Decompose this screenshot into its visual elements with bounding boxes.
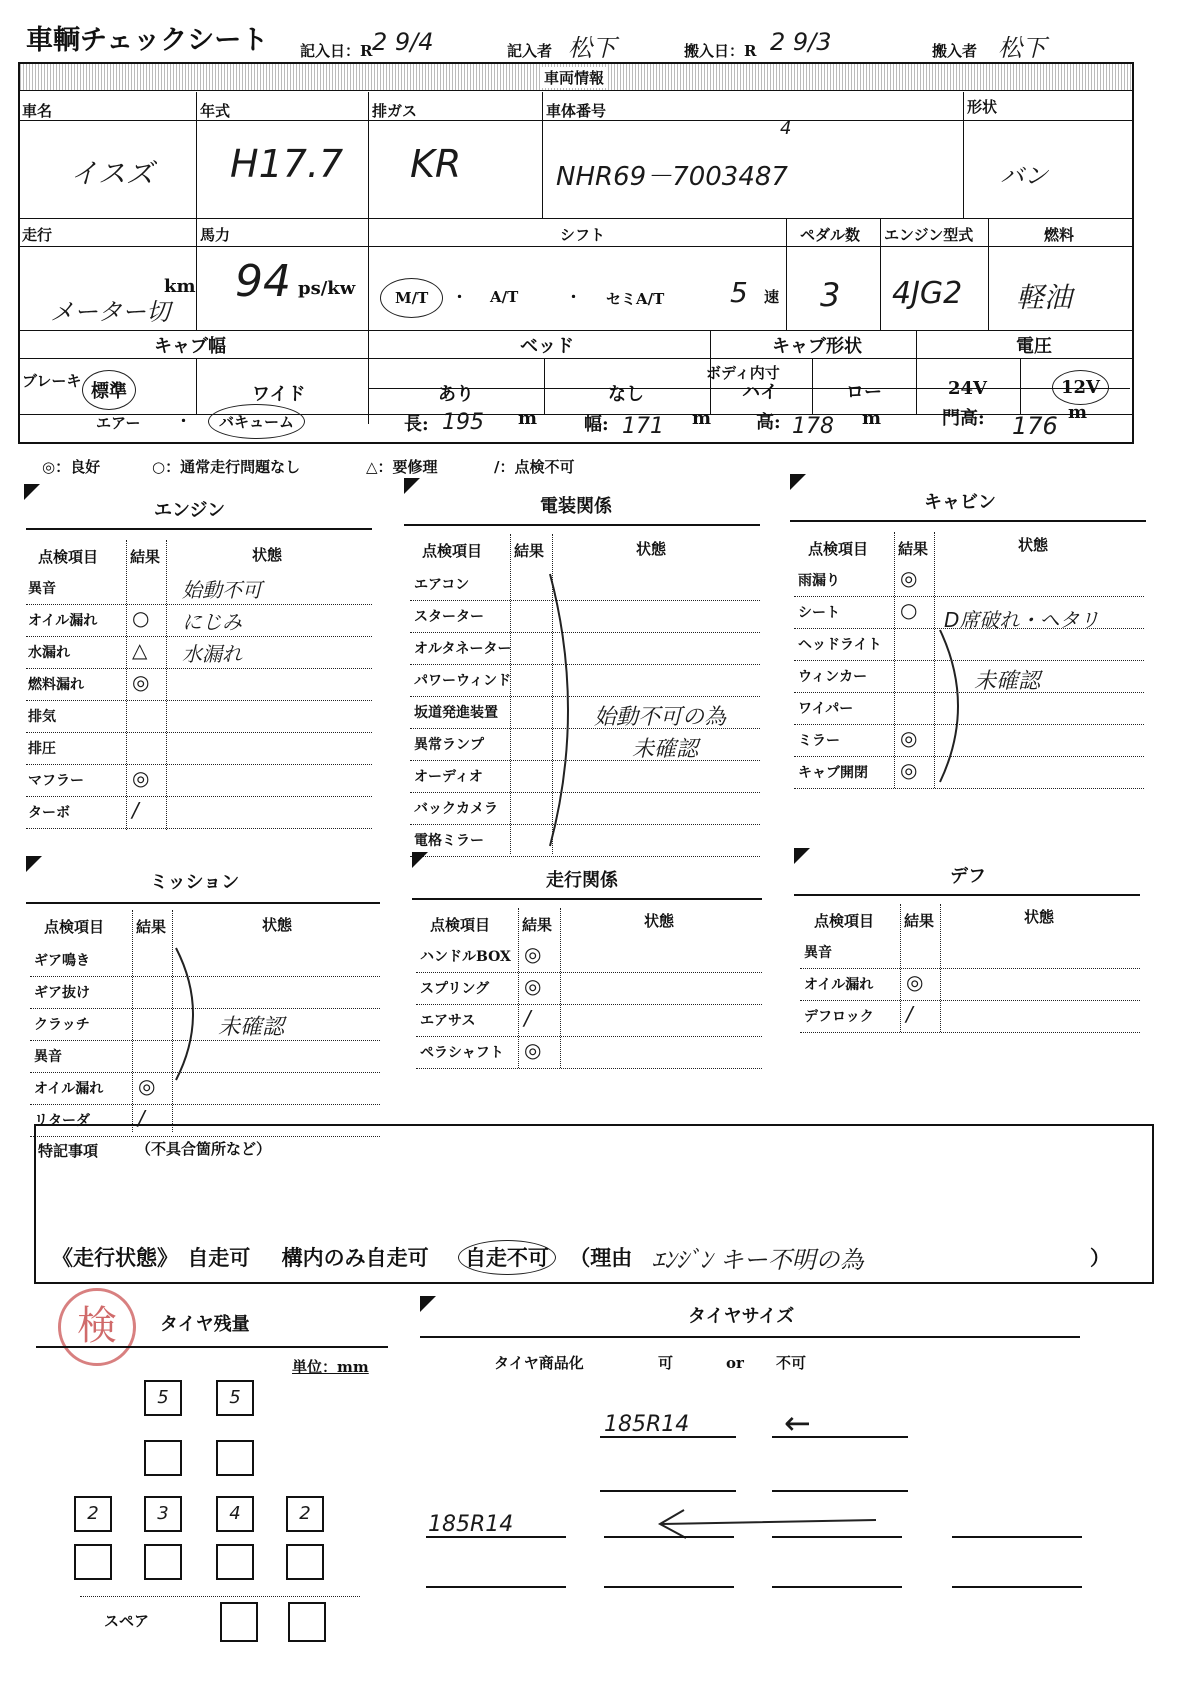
- shift-dot-1: ・: [452, 288, 468, 306]
- cabin-item-result: ◎: [900, 758, 918, 782]
- cabin-marker-icon: [790, 474, 806, 490]
- tire-front-left-2: [144, 1440, 182, 1476]
- engine-item-result: /: [132, 798, 139, 822]
- tire-size-title: タイヤサイズ: [688, 1306, 795, 1327]
- cab-high[interactable]: ハイ: [742, 382, 778, 403]
- entry-date: 2 9/4: [372, 28, 434, 56]
- cab-wide[interactable]: ワイド: [252, 384, 306, 405]
- in-by-label: 搬入者: [932, 42, 978, 60]
- mission-item-result: ◎: [138, 1074, 156, 1098]
- cabin-row: [794, 564, 1144, 597]
- emission-label: 排ガス: [372, 102, 418, 120]
- cabin-item-label: ミラー: [798, 733, 840, 749]
- engine-item-result: ◎: [132, 766, 150, 790]
- running-item-label: エアサス: [420, 1013, 476, 1029]
- entry-by-label: 記入者: [507, 42, 553, 60]
- mileage-label: 走行: [22, 226, 53, 244]
- voltage-24v[interactable]: 24V: [948, 378, 988, 399]
- year-value: H17.7: [230, 142, 344, 186]
- diff-item-label: 異音: [804, 945, 832, 961]
- tire-commercial-label: タイヤ商品化: [494, 1354, 584, 1372]
- running-title: 走行関係: [546, 870, 618, 891]
- cabin-item-result: ◎: [900, 726, 918, 750]
- power-label: 馬力: [200, 226, 231, 244]
- engine-item-label: 排圧: [28, 741, 56, 757]
- electric-note-1: 始動不可の為: [594, 705, 727, 730]
- running-item-label: ハンドルBOX: [420, 949, 511, 965]
- engine-marker-icon: [24, 484, 40, 500]
- running-state-label: 《走行状態》: [52, 1245, 178, 1270]
- maker-label: 車名: [22, 102, 53, 120]
- mission-item-label: クラッチ: [34, 1017, 90, 1033]
- shift-mt[interactable]: M/T: [380, 278, 443, 318]
- reason-value: ｴﾝｼﾞﾝ キー不明の為: [652, 1246, 864, 1274]
- cab-shape-label: キャブ形状: [772, 336, 862, 357]
- engine-row: [26, 732, 372, 765]
- electric-item-label: オルタネーター: [414, 641, 512, 657]
- shift-label: シフト: [560, 226, 606, 244]
- running-marker-icon: [412, 852, 428, 868]
- cabin-col-result: 結果: [898, 540, 929, 558]
- door-unit: m: [1068, 402, 1088, 423]
- mission-marker-icon: [26, 856, 42, 872]
- electric-marker-icon: [404, 478, 420, 494]
- mission-title: ミッション: [150, 872, 240, 893]
- voltage-label: 電圧: [1016, 336, 1052, 357]
- diff-marker-icon: [794, 848, 810, 864]
- shift-dot-2: ・: [566, 288, 582, 306]
- in-date: 2 9/3: [770, 28, 832, 56]
- entry-date-label: 記入日：R: [300, 42, 373, 60]
- brake-label-visible: ブレーキ: [22, 372, 82, 390]
- shape-label: 形状: [967, 98, 998, 116]
- door-label: 門高:: [942, 408, 985, 429]
- tire-commercial-ok[interactable]: 可: [658, 1354, 674, 1372]
- len-value: 195: [442, 410, 484, 435]
- running-item-result: ◎: [524, 942, 542, 966]
- cabin-item-label: ワイパー: [798, 701, 854, 717]
- tire-rear-outer-left: 2: [74, 1496, 112, 1532]
- tire-unit: 単位：mm: [292, 1358, 369, 1376]
- reason-close: ）: [1090, 1246, 1110, 1270]
- speed-value: 5: [730, 276, 748, 309]
- emission-value: KR: [410, 142, 462, 186]
- legend-good: ◎：良好: [42, 458, 101, 476]
- chassis-note: 4: [780, 118, 792, 139]
- mission-item-label: ギア抜け: [34, 985, 90, 1001]
- tire-rear-inner-left: 3: [144, 1496, 182, 1532]
- electric-item-label: パワーウィンド: [414, 673, 512, 689]
- legend-ok: ○：通常走行問題なし: [152, 458, 301, 476]
- running-item-label: ペラシャフト: [420, 1045, 504, 1061]
- electric-bracket: [516, 570, 586, 850]
- chassis-value: NHR69－7003487: [556, 162, 788, 192]
- running-item-result: ◎: [524, 974, 542, 998]
- engine-col-item: 点検項目: [38, 548, 99, 566]
- mission-item-label: オイル漏れ: [34, 1081, 104, 1097]
- tire-commercial-or: or: [726, 1354, 744, 1372]
- tire-spare-2: [288, 1602, 326, 1642]
- tire-size-marker-icon: [420, 1296, 436, 1312]
- remarks-sub: （不具合箇所など）: [136, 1140, 272, 1158]
- len-label: 長:: [404, 414, 429, 435]
- electric-item-label: バックカメラ: [414, 801, 498, 817]
- tire-remain-title: タイヤ残量: [160, 1314, 250, 1335]
- diff-col-status: 状態: [1024, 908, 1055, 926]
- engine-item-result: ◎: [132, 670, 150, 694]
- tire-front-size: 185R14: [604, 1412, 690, 1437]
- electric-item-label: オーディオ: [414, 769, 483, 785]
- door-value: 176: [1012, 412, 1058, 440]
- engine-row: [26, 796, 372, 829]
- cabin-col-status: 状態: [1018, 536, 1049, 554]
- tire-front-same-arrow: ←: [784, 1404, 811, 1442]
- engine-item-label: 排気: [28, 709, 56, 725]
- engine-item-label: 燃料漏れ: [28, 677, 84, 693]
- engine-type-value: 4JG2: [892, 276, 963, 311]
- cabin-col-item: 点検項目: [808, 540, 869, 558]
- in-by: 松下: [998, 34, 1046, 62]
- engine-item-label: ターボ: [28, 805, 70, 821]
- legend-na: /：点検不可: [494, 458, 575, 476]
- mission-item-label: リターダ: [34, 1113, 90, 1129]
- mission-note: 未確認: [218, 1015, 285, 1040]
- bed-no[interactable]: なし: [608, 384, 644, 405]
- engine-title: エンジン: [154, 500, 226, 521]
- entry-by: 松下: [568, 34, 616, 62]
- running-item-label: スプリング: [420, 981, 490, 997]
- diff-col-result: 結果: [904, 912, 935, 930]
- electric-title: 電装関係: [540, 496, 612, 517]
- electric-col-item: 点検項目: [422, 542, 483, 560]
- tire-rear2-outer-right: [286, 1544, 324, 1580]
- cabin-item-result: ◎: [900, 566, 918, 590]
- shift-semi-at[interactable]: セミA/T: [606, 290, 665, 308]
- engine-item-label: 異音: [28, 581, 56, 597]
- pedal-value: 3: [820, 276, 841, 314]
- maker-value: イスズ: [70, 157, 154, 190]
- engine-item-status: 水漏れ: [182, 642, 242, 666]
- width-unit: m: [692, 408, 712, 429]
- running-col-result: 結果: [522, 916, 553, 934]
- cab-low[interactable]: ロー: [846, 382, 882, 403]
- running-item-result: ◎: [524, 1038, 542, 1062]
- running-col-status: 状態: [644, 912, 675, 930]
- cabin-note: 未確認: [974, 669, 1041, 694]
- tire-spare-1: [220, 1602, 258, 1642]
- height-value: 178: [792, 414, 834, 439]
- cabin-seat-status: D席破れ・ヘタリ: [944, 608, 1100, 632]
- electric-item-label: 坂道発進装置: [414, 705, 498, 721]
- year-label: 年式: [200, 102, 231, 120]
- height-unit: m: [862, 408, 882, 429]
- tire-front-right: 5: [216, 1380, 254, 1416]
- electric-item-label: エアコン: [414, 577, 470, 593]
- engine-col-result: 結果: [130, 548, 161, 566]
- engine-item-label: 水漏れ: [28, 645, 70, 661]
- spare-label: スペア: [104, 1612, 150, 1630]
- mission-bracket: [156, 944, 216, 1084]
- tire-rear-size: 185R14: [428, 1512, 514, 1537]
- in-date-label: 搬入日：R: [684, 42, 757, 60]
- mission-col-result: 結果: [136, 918, 167, 936]
- power-unit: ps/kw: [298, 278, 356, 299]
- diff-item-label: オイル漏れ: [804, 977, 874, 993]
- cabin-item-label: 雨漏り: [798, 573, 840, 589]
- engine-item-status: にじみ: [182, 610, 242, 634]
- engine-col-status: 状態: [252, 546, 283, 564]
- page-title: 車輌チェックシート: [26, 25, 269, 56]
- cabin-item-result: ○: [900, 598, 918, 622]
- mission-item-result: /: [138, 1106, 145, 1130]
- cab-std[interactable]: 標準: [82, 370, 136, 410]
- stamp-text: 検: [77, 1303, 117, 1349]
- bed-label: ベッド: [520, 336, 574, 357]
- cabin-item-label: シート: [798, 605, 840, 621]
- tire-rear2-inner-left: [144, 1544, 182, 1580]
- electric-note-2: 未確認: [632, 737, 699, 762]
- electric-item-label: スターター: [414, 609, 484, 625]
- fuel-value: 軽油: [1016, 281, 1073, 314]
- vehicle-info-table: [18, 62, 1134, 444]
- speed-unit: 速: [764, 288, 780, 306]
- engine-item-status: 始動不可: [182, 578, 262, 602]
- tire-front-left: 5: [144, 1380, 182, 1416]
- chassis-label: 車体番号: [546, 102, 607, 120]
- vehicle-info-title: 車両情報: [540, 67, 608, 88]
- tire-rear2-outer-left: [74, 1544, 112, 1580]
- fuel-label: 燃料: [1044, 226, 1075, 244]
- tire-rear-inner-right: 4: [216, 1496, 254, 1532]
- diff-item-result: ◎: [906, 970, 924, 994]
- reason-label: （理由: [569, 1245, 633, 1270]
- mission-item-label: 異音: [34, 1049, 62, 1065]
- width-label: 幅:: [584, 414, 609, 435]
- running-yard[interactable]: 構内のみ自走可: [281, 1245, 429, 1270]
- tire-commercial-ng[interactable]: 不可: [776, 1354, 807, 1372]
- len-unit: m: [518, 408, 538, 429]
- voltage-12v[interactable]: 12V: [1052, 370, 1109, 405]
- shift-at[interactable]: A/T: [490, 288, 519, 306]
- mission-col-status: 状態: [262, 916, 293, 934]
- electric-col-result: 結果: [514, 542, 545, 560]
- brake-air[interactable]: エアー: [96, 414, 141, 432]
- height-label: 高:: [756, 412, 781, 433]
- cabin-item-label: キャブ開閉: [798, 765, 868, 781]
- engine-item-result: ○: [132, 606, 150, 630]
- mission-col-item: 点検項目: [44, 918, 105, 936]
- cabin-item-label: ヘッドライト: [798, 637, 882, 653]
- engine-item-result: △: [132, 638, 148, 662]
- engine-row: [26, 700, 372, 733]
- running-col-item: 点検項目: [430, 916, 491, 934]
- electric-col-status: 状態: [636, 540, 667, 558]
- running-self[interactable]: 自走可: [187, 1245, 251, 1270]
- cabin-title: キャビン: [924, 492, 996, 513]
- electric-item-label: 電格ミラー: [414, 833, 484, 849]
- engine-type-label: エンジン型式: [884, 226, 974, 244]
- mileage-value: メーター切: [50, 298, 170, 326]
- body-inner-label: ボディ内寸: [706, 364, 780, 382]
- remarks-label: 特記事項: [38, 1142, 99, 1160]
- engine-item-label: マフラー: [28, 773, 84, 789]
- power-value: 94: [235, 256, 291, 307]
- diff-row: [800, 936, 1140, 969]
- inspection-stamp: [58, 1288, 136, 1366]
- diff-title: デフ: [950, 866, 986, 887]
- bed-yes[interactable]: あり: [438, 384, 474, 405]
- vehicle-info-header: [20, 64, 1132, 91]
- diff-col-item: 点検項目: [814, 912, 875, 930]
- electric-item-label: 異常ランプ: [414, 737, 484, 753]
- tire-rear-outer-right: 2: [286, 1496, 324, 1532]
- running-item-result: /: [524, 1006, 531, 1030]
- width-value: 171: [622, 414, 664, 439]
- diff-item-result: /: [906, 1002, 913, 1026]
- tire-rear2-inner-right: [216, 1544, 254, 1580]
- running-no-self[interactable]: 自走不可: [458, 1240, 556, 1275]
- mileage-unit: km: [164, 276, 196, 297]
- cabin-bracket: [920, 626, 980, 786]
- pedal-label: ペダル数: [800, 226, 861, 244]
- running-state-line: [52, 1242, 632, 1272]
- legend-repair: △：要修理: [366, 458, 438, 476]
- tire-front-right-2: [216, 1440, 254, 1476]
- shape-value: バン: [1000, 162, 1048, 190]
- diff-item-label: デフロック: [804, 1009, 874, 1025]
- brake-dot: ・: [176, 412, 192, 430]
- brake-vacuum[interactable]: バキューム: [208, 404, 305, 439]
- mission-item-label: ギア鳴き: [34, 953, 90, 969]
- cab-width-label: キャブ幅: [154, 336, 226, 357]
- engine-item-label: オイル漏れ: [28, 613, 98, 629]
- cabin-item-label: ウィンカー: [798, 669, 868, 685]
